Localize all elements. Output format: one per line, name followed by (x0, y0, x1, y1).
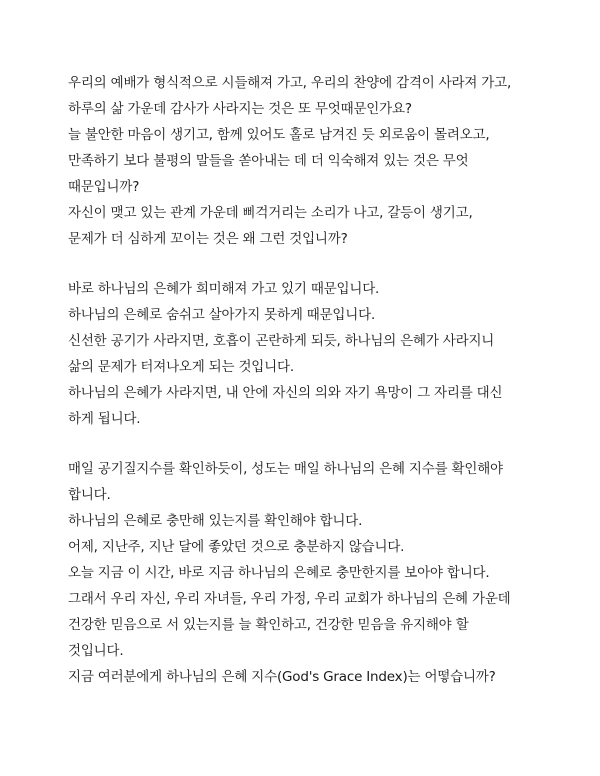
text-line: 하게 됩니다. (68, 411, 141, 427)
paragraph-3 (68, 456, 558, 690)
text-line: 문제가 더 심하게 꼬이는 것은 왜 그런 것입니까? (68, 231, 348, 247)
text-line: 합니다. (68, 487, 111, 503)
text-line: 바로 하나님의 은혜가 희미해져 가고 있기 때문입니다. (68, 281, 380, 297)
text-line: 우리의 예배가 형식적으로 시들해져 가고, 우리의 찬양에 감격이 사라져 가고, (68, 75, 512, 91)
text-line: 지금 여러분에게 하나님의 은혜 지수(God's Grace Index)는 어떻습니까? (68, 669, 496, 685)
text-line: 하루의 삶 가운데 감사가 사라지는 것은 또 무엇때문인가요? (68, 101, 412, 117)
text-line: 그래서 우리 자신, 우리 자녀들, 우리 가정, 우리 교회가 하나님의 은혜 가운데 (68, 591, 511, 607)
text-line: 하나님의 은혜가 사라지면, 내 안에 자신의 의와 자기 욕망이 그 자리를 대신 (68, 385, 503, 401)
text-line: 때문입니까? (68, 179, 140, 195)
text-line: 늘 불안한 마음이 생기고, 함께 있어도 홀로 남겨진 듯 외로움이 몰려오고, (68, 127, 490, 143)
text-line: 건강한 믿음으로 서 있는지를 늘 확인하고, 건강한 믿음을 유지해야 할 (68, 617, 469, 633)
paragraph-2 (68, 276, 558, 432)
document-body (68, 70, 558, 714)
text-line: 신선한 공기가 사라지면, 호흡이 곤란하게 되듯, 하나님의 은혜가 사라지니 (68, 333, 495, 349)
text-line: 자신이 맺고 있는 관계 가운데 삐걱거리는 소리가 나고, 갈등이 생기고, (68, 205, 473, 221)
text-line: 오늘 지금 이 시간, 바로 지금 하나님의 은혜로 충만한지를 보아야 합니다. (68, 565, 490, 581)
text-line: 만족하기 보다 불평의 말들을 쏟아내는 데 더 익숙해져 있는 것은 무엇 (68, 153, 469, 169)
text-line: 하나님의 은혜로 숨쉬고 살아가지 못하게 때문입니다. (68, 307, 376, 323)
text-line: 것입니다. (68, 643, 124, 659)
text-line: 매일 공기질지수를 확인하듯이, 성도는 매일 하나님의 은혜 지수를 확인해야 (68, 461, 503, 477)
text-line: 삶의 문제가 터져나오게 되는 것입니다. (68, 359, 294, 375)
paragraph-1 (68, 70, 558, 252)
text-line: 하나님의 은혜로 충만해 있는지를 확인해야 합니다. (68, 513, 363, 529)
text-line: 어제, 지난주, 지난 달에 좋았던 것으로 충분하지 않습니다. (68, 539, 405, 555)
